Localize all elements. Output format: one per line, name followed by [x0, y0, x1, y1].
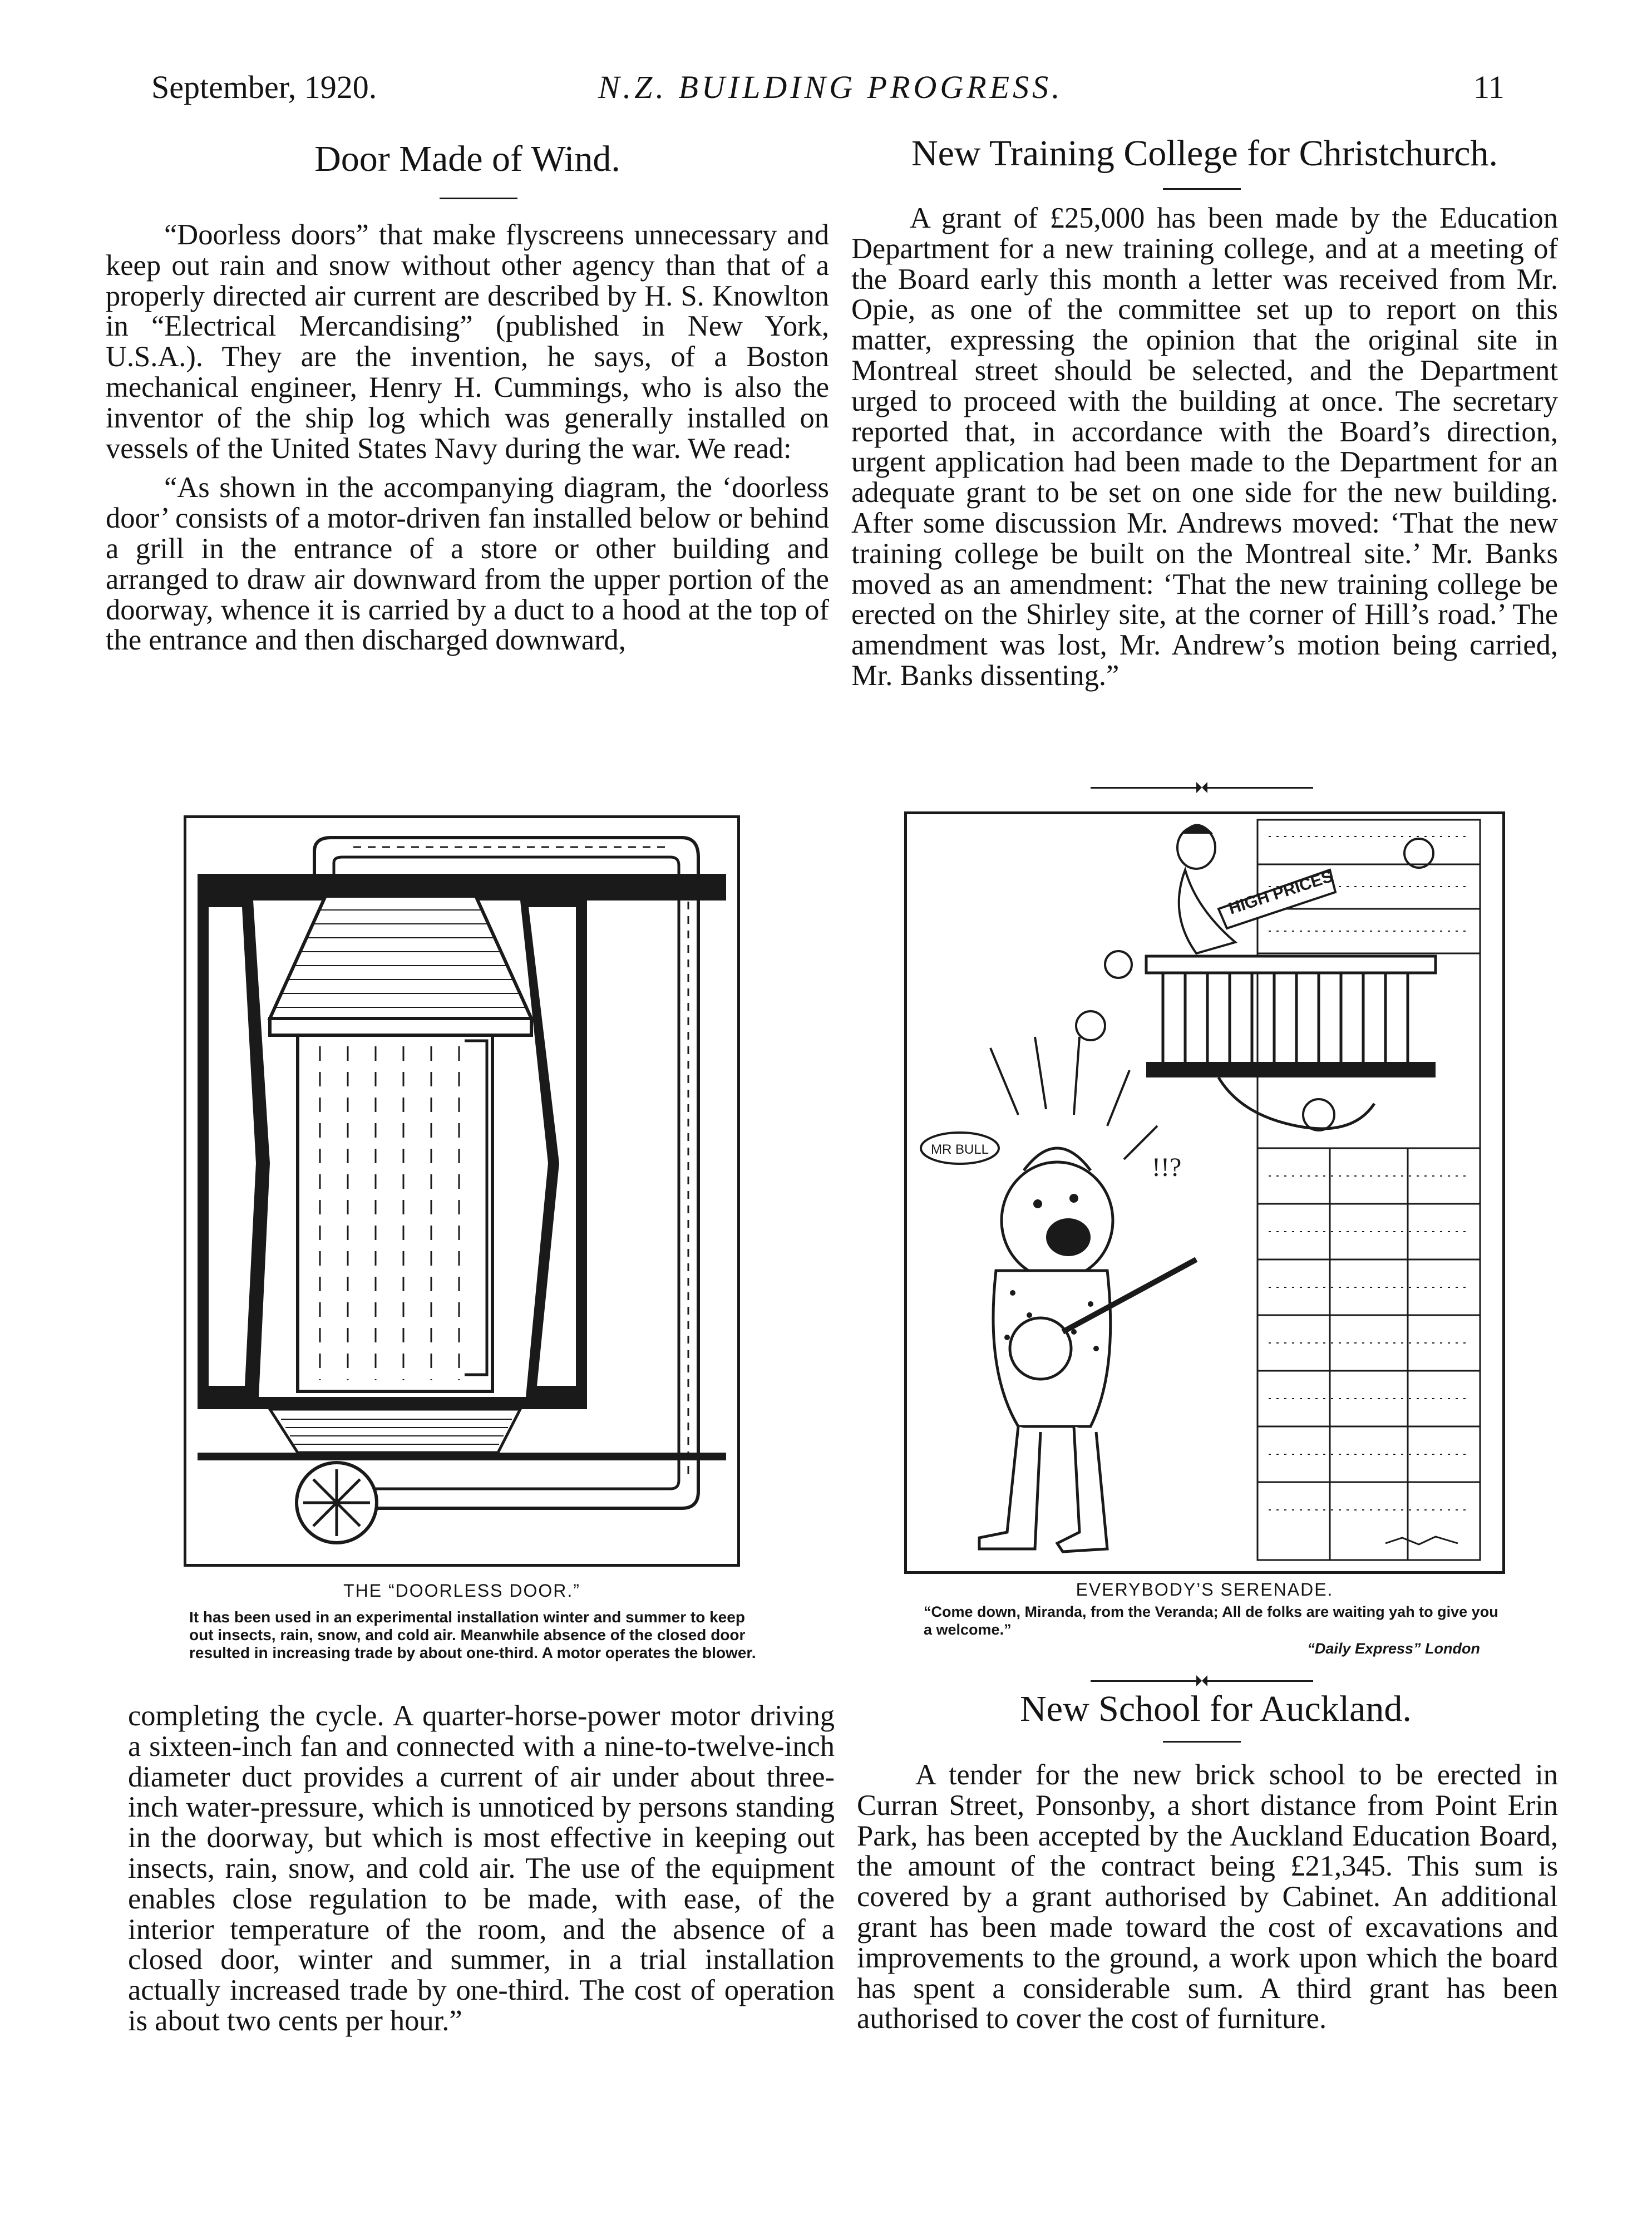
- figure-title-serenade: EVERYBODY’S SERENADE.: [1076, 1579, 1334, 1600]
- serenade-cartoon: [904, 811, 1505, 1574]
- article-school: [857, 1760, 1558, 2034]
- serenade-illustration: [907, 814, 1502, 1571]
- college-paragraph-1: A grant of £25,000 has been made by the Education Department for a new training college, and at a meeting of the Board early this month a letter was received from Mr. Opie, as one of the committee set up to report on this matter, expressing the opinion that the original site in Montreal street should be selected, and the Department urged to proceed with the building at once. The secretary reported that, in accordance with the Board’s direction, urgent application had been made to the Department for an adequate grant to be set on one side for the new building. After some discussion Mr. Andrews moved: ‘That the new training college be built on the Montreal site.’ Mr. Banks moved as an amendment: ‘That the new training college be erected on the Shirley site, at the corner of Hill’s road.’ The amendment was lost, Mr. Andrew’s motion being carried, Mr. Banks dissenting.”: [851, 202, 1558, 692]
- section-divider: [1091, 782, 1313, 793]
- heading-rule: [1163, 188, 1241, 190]
- heading-rule: [440, 198, 517, 199]
- cartoon-label: MR BULL: [930, 1142, 989, 1157]
- door-paragraph-1: “Doorless doors” that make flyscreens unnecessary and keep out rain and snow without other agency than that of a properly directed air current are described by H. S. Knowlton in “Electrical Mercandising” (published in New York, U.S.A.). They are the invention, he says, of a Boston mechanical engineer, Henry H. Cummings, who is also the inventor of the ship log which was generally installed on vessels of the United States Navy during the war. We read:: [106, 219, 829, 465]
- figure-title-doorless: THE “DOORLESS DOOR.”: [343, 1581, 580, 1601]
- cartoon-banner-text: HIGH PRICES: [1226, 867, 1335, 918]
- section-divider: [1091, 1675, 1313, 1686]
- school-paragraph-1: A tender for the new brick school to be erected in Curran Street, Ponsonby, a short distance from Point Erin Park, has been accepted by the Auckland Education Board, the amount of the contract being £21,345. This sum is covered by a grant authorised by Cabinet. An additional grant has been made toward the cost of excavations and improvements to the ground, a work upon which the board has spent a considerable sum. A third grant has been authorised to cover the cost of furniture.: [857, 1759, 1558, 2035]
- doorless-door-diagram: [184, 815, 740, 1567]
- article-heading-college: New Training College for Christchurch.: [911, 133, 1498, 174]
- article-heading-door: Door Made of Wind.: [314, 139, 620, 179]
- article-door-top: [106, 220, 829, 656]
- figure-credit-serenade: “Daily Express” London: [1307, 1640, 1480, 1657]
- figure-caption-doorless: It has been used in an experimental installation winter and summer to keep out insects, rain, snow, and cold air. Meanwhile absence of the closed door resulted in increasing trade by about one-third. A motor operates the blower.: [189, 1608, 756, 1661]
- publication-title: N.Z. BUILDING PROGRESS.: [598, 69, 1063, 105]
- article-door-bottom: [128, 1701, 835, 2036]
- article-heading-school: New School for Auckland.: [1020, 1689, 1412, 1729]
- article-college: [851, 203, 1558, 691]
- door-paragraph-3: completing the cycle. A quarter-horse-power motor driving a sixteen-inch fan and connected with a nine-to-twelve-inch diameter duct provides a current of air under about three-inch water-pressure, which is unnoticed by persons standing in the doorway, but which is most effective in keeping out insects, rain, snow, and cold air. The use of the equipment enables close regulation to be made, with ease, of the interior temperature of the room, and the absence of a closed door, winter and summer, in a trial installation actually increased trade by one-third. The cost of operation is about two cents per hour.”: [128, 1700, 835, 2037]
- cartoon-exclaim: !!?: [1152, 1153, 1182, 1182]
- header-date: September, 1920.: [151, 69, 377, 105]
- heading-rule: [1163, 1741, 1241, 1743]
- figure-caption-serenade: “Come down, Miranda, from the Veranda; All de folks are waiting yah to give you a welcome.”: [924, 1603, 1498, 1638]
- door-paragraph-2: “As shown in the accompanying diagram, the ‘doorless door’ consists of a motor-driven fan installed below or behind a grill in the entrance of a store or other building and arranged to draw air downward from the upper portion of the doorway, whence it is carried by a duct to a hood at the top of the entrance and then discharged downward,: [106, 471, 829, 657]
- doorless-door-illustration: [186, 818, 737, 1564]
- page-number: 11: [1473, 69, 1505, 105]
